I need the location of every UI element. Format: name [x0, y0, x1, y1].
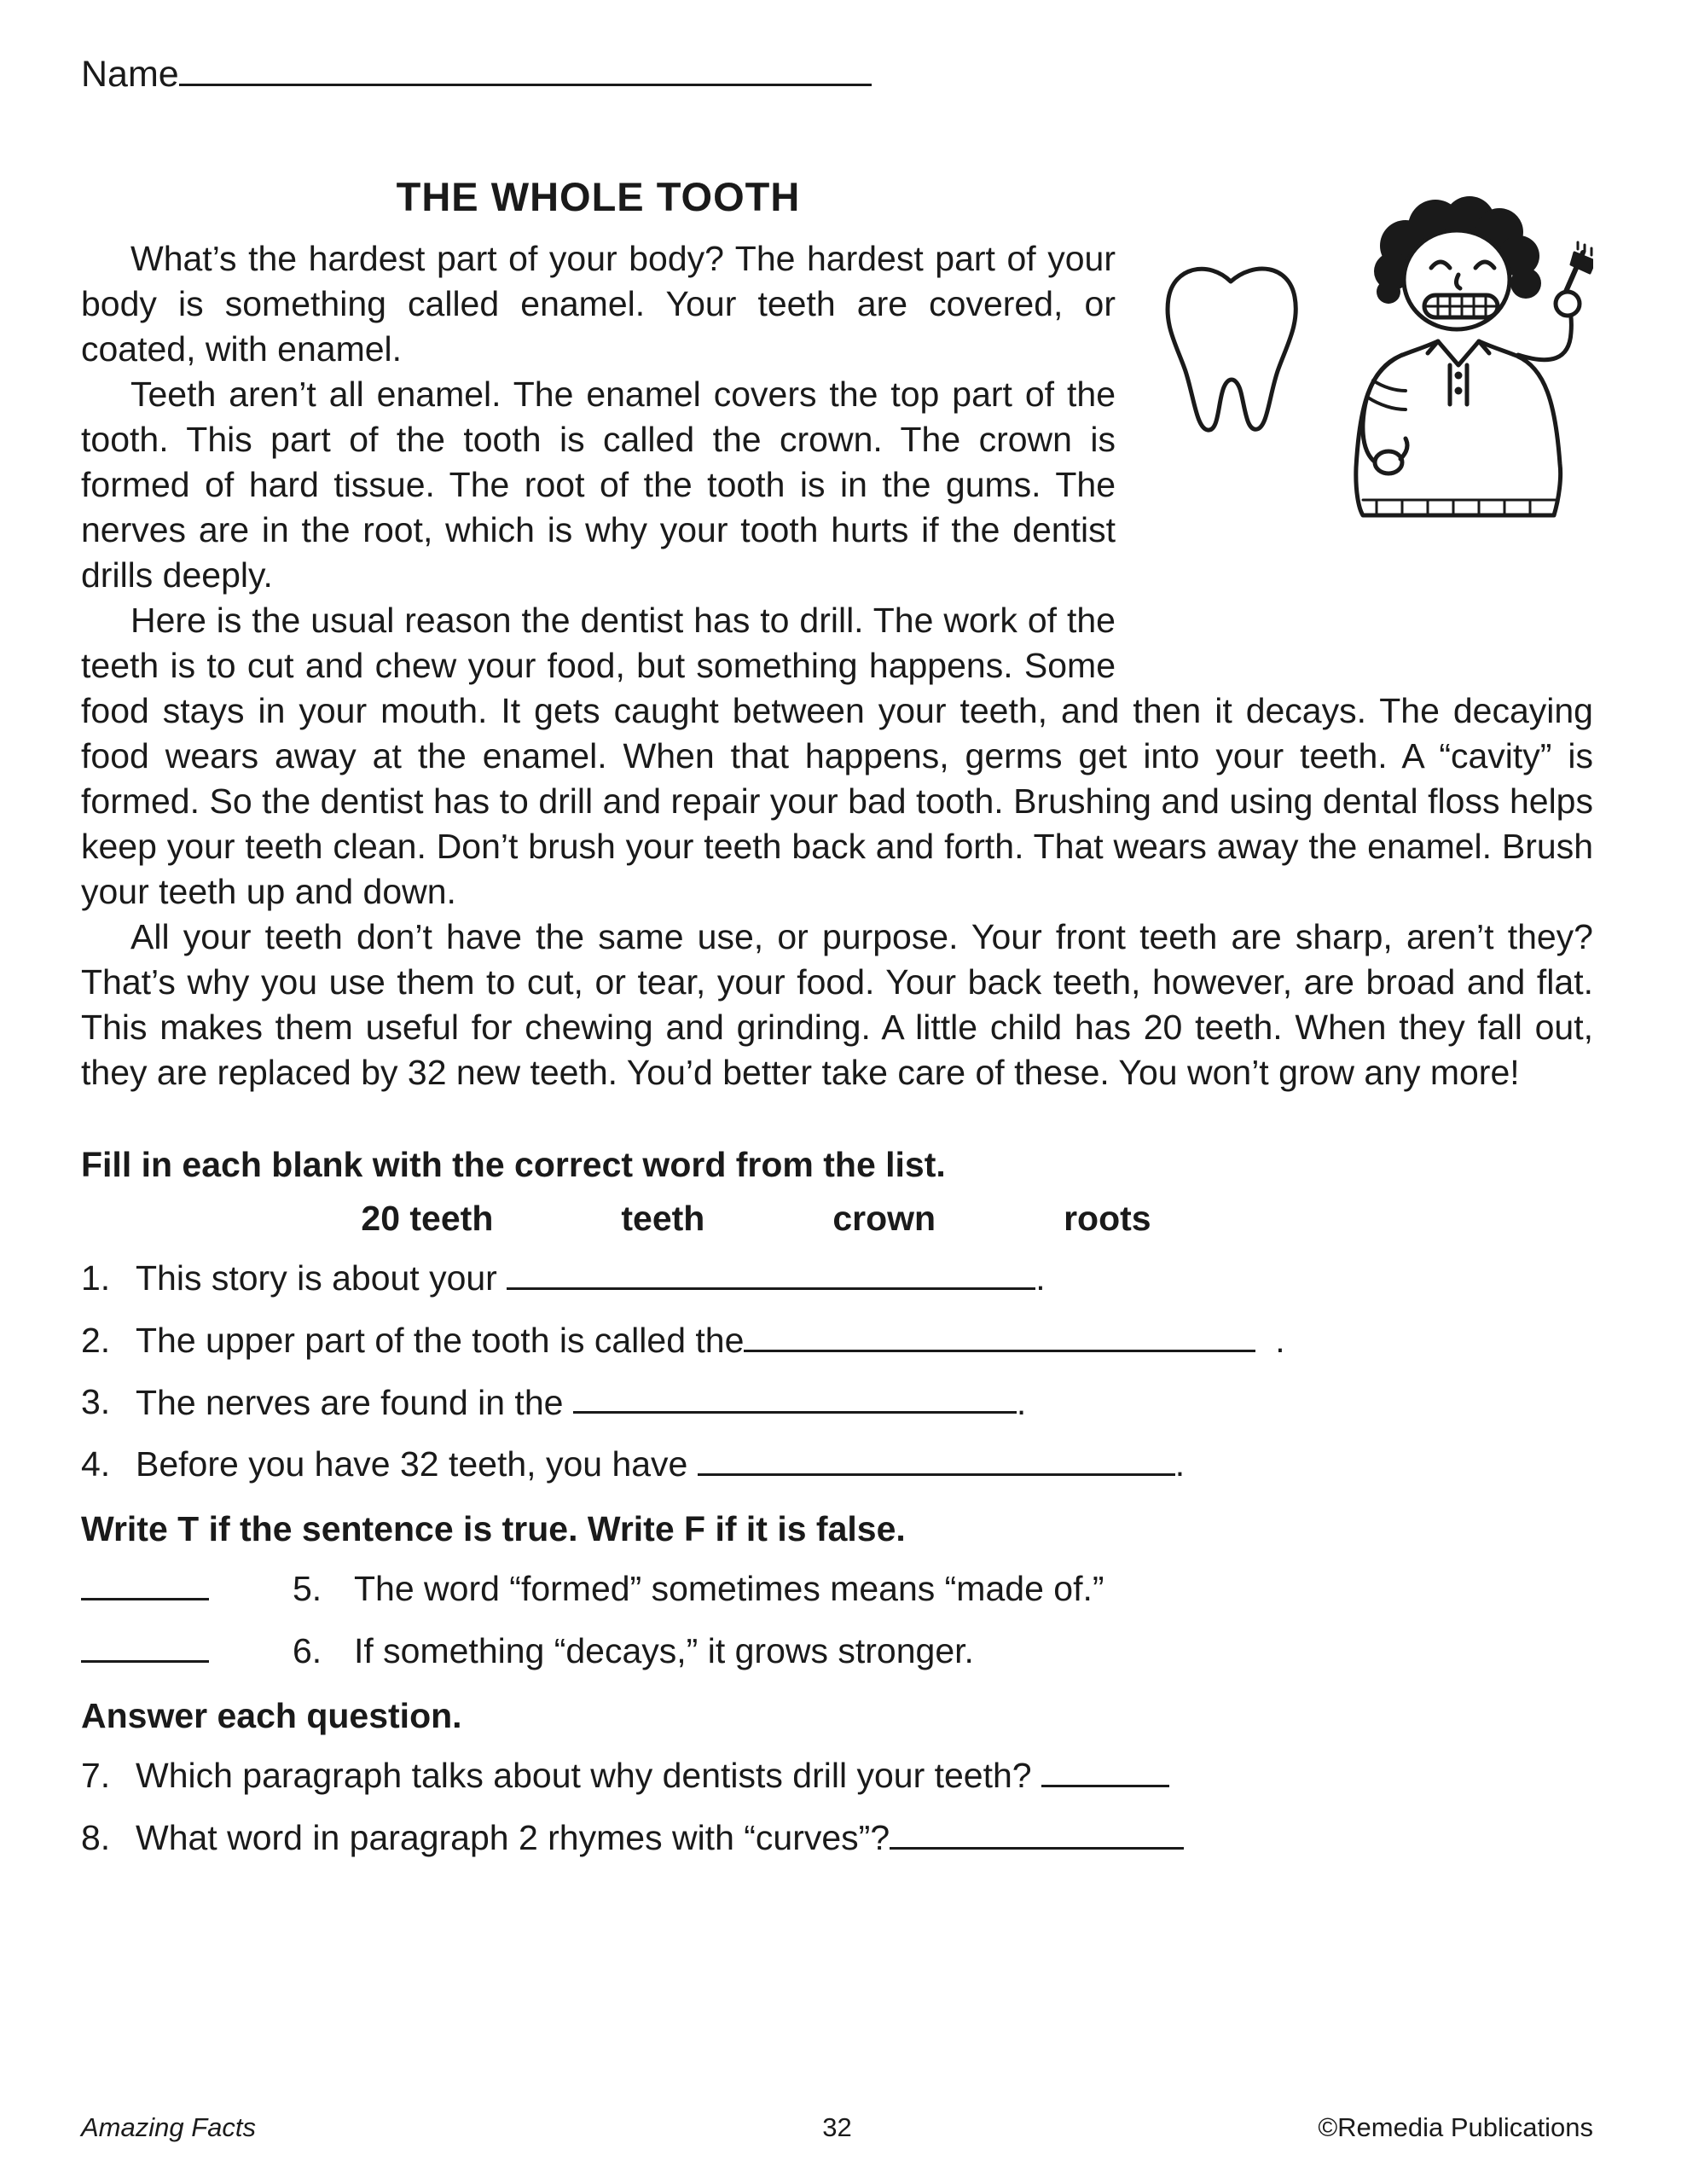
item-suffix: . — [1035, 1258, 1046, 1298]
item-text: The upper part of the tooth is called the — [136, 1320, 745, 1360]
item-text: The nerves are found in the — [136, 1382, 564, 1422]
name-label: Name — [81, 54, 179, 95]
item-number: 6. — [293, 1630, 322, 1670]
dentist-cartoon — [1150, 179, 1593, 546]
story — [81, 174, 1593, 1095]
story-paragraph: Teeth aren’t all enamel. The enamel covers the top part of the tooth. This part of the tooth is called the crown. The crown is formed of hard tissue. The root of the tooth is in the gums. The nerves are in the root, which is why your tooth hurts if the dentist drills deeply. — [81, 375, 1116, 595]
fill-item — [81, 1379, 1593, 1426]
word-bank — [81, 1199, 1431, 1239]
question-item — [81, 1751, 1593, 1798]
word-bank-item: roots — [1064, 1199, 1151, 1238]
answer-blank — [81, 1565, 209, 1600]
true-false-heading: Write T if the sentence is true. Write F if it is false. — [81, 1509, 906, 1549]
item-text: Which paragraph talks about why dentists drill your teeth? — [136, 1755, 1032, 1795]
footer-book-title: Amazing Facts — [81, 2112, 257, 2142]
answer-blank — [573, 1379, 1017, 1414]
answer-blank — [890, 1814, 1184, 1850]
tooth-illustration — [1150, 174, 1593, 639]
answer-blank — [698, 1440, 1175, 1476]
tooth-icon — [1168, 269, 1296, 430]
item-text: What word in paragraph 2 rhymes with “curves”? — [136, 1817, 890, 1857]
word-bank-item: teeth — [621, 1199, 705, 1238]
item-number: 1. — [81, 1258, 111, 1298]
item-suffix: . — [1174, 1444, 1186, 1484]
worksheet-title: THE WHOLE TOOTH — [396, 174, 801, 219]
answer-blank — [81, 1627, 209, 1663]
question-item — [81, 1814, 1593, 1861]
answer-blank — [507, 1254, 1035, 1290]
fill-in-heading: Fill in each blank with the correct word from the list. — [81, 1145, 946, 1184]
name-row — [81, 49, 1593, 96]
answer-blank — [1041, 1751, 1169, 1787]
true-false-item — [81, 1627, 1593, 1674]
item-suffix: . — [1016, 1382, 1027, 1422]
true-false-item — [81, 1565, 1593, 1612]
footer-page-number: 32 — [822, 2112, 852, 2142]
story-paragraph: What’s the hardest part of your body? The hardest part of your body is something called enamel. Your teeth are covered, or coated, with enamel. — [81, 239, 1116, 369]
fill-item — [81, 1316, 1593, 1363]
item-number: 5. — [293, 1569, 322, 1609]
item-number: 3. — [81, 1382, 111, 1422]
footer-publisher: ©Remedia Publications — [1318, 2112, 1593, 2142]
item-number: 7. — [81, 1755, 111, 1795]
story-paragraph: All your teeth don’t have the same use, or purpose. Your front teeth are sharp, aren’t they? That’s why you use them to cut, or tear, your food. Your back teeth, however, are broad and flat. This makes them useful for chewing and grinding. A little child has 20 teeth. When they fall out, they are replaced by 32 new teeth. You’d better take care of these. You won’t grow any more! — [81, 917, 1593, 1092]
story-paragraph: Here is the usual reason the dentist has to drill. The work of the teeth is to cut and chew your food, but something happens. Some food stays in your mouth. It gets caught between your teeth, and then it decays. The decaying food wears away at the enamel. When that happens, germs get into your teeth. A “cavity” is formed. So the dentist has to drill and repair your bad tooth. Brushing and using dental floss helps keep your teeth clean. Don’t brush your teeth back and forth. That wears away the enamel. Brush your teeth up and down. — [81, 601, 1593, 911]
item-text: If something “decays,” it grows stronger. — [354, 1630, 974, 1670]
name-blank-line — [179, 49, 872, 86]
person-icon — [1356, 196, 1593, 515]
item-text: The word “formed” sometimes means “made of.” — [354, 1569, 1104, 1609]
item-suffix: . — [1265, 1320, 1285, 1360]
item-number: 4. — [81, 1444, 111, 1484]
item-text: This story is about your — [136, 1258, 497, 1298]
page-footer — [81, 2112, 1593, 2143]
item-number: 8. — [81, 1817, 111, 1857]
word-bank-item: crown — [832, 1199, 936, 1238]
fill-item — [81, 1440, 1593, 1487]
answer-blank — [744, 1316, 1255, 1352]
fill-item — [81, 1254, 1593, 1301]
word-bank-item: 20 teeth — [361, 1199, 494, 1238]
item-text: Before you have 32 teeth, you have — [136, 1444, 688, 1484]
item-number: 2. — [81, 1320, 111, 1360]
questions-heading: Answer each question. — [81, 1695, 462, 1735]
